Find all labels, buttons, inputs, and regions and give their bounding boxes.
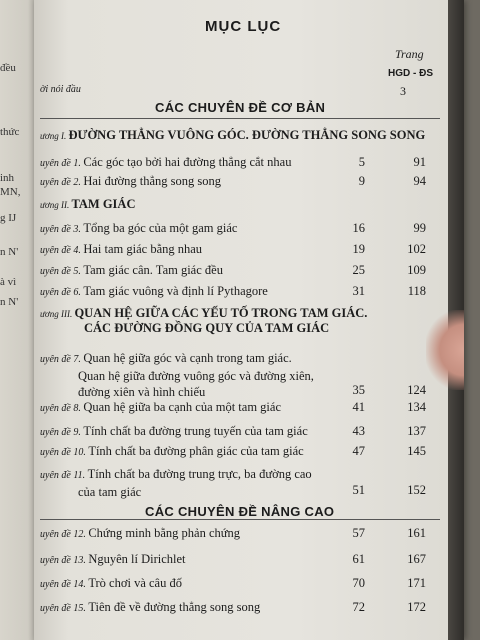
topic-label: uyên đề 7. xyxy=(40,354,84,365)
topic-title-line: đường xiên và hình chiếu xyxy=(78,385,206,399)
topic-label: uyên đề 12. xyxy=(40,529,89,540)
left-page-fragment: g IJ xyxy=(0,212,17,224)
section-heading: CÁC CHUYÊN ĐỀ NÂNG CAO xyxy=(145,504,335,519)
page-number-ds: 134 xyxy=(407,400,426,414)
topic-label: uyên đề 4. xyxy=(40,245,84,256)
toc-entry xyxy=(40,443,440,461)
topic-title-line: Hai đường thẳng song song xyxy=(83,174,222,188)
page-number-hgd: 43 xyxy=(352,424,365,438)
topic-title-line: Các góc tạo bởi hai đường thẳng cắt nhau xyxy=(83,155,292,169)
toc-entry xyxy=(40,350,440,400)
page-number-ds: 161 xyxy=(407,526,426,540)
chapter-prefix: ương III. xyxy=(40,309,75,319)
page-number-hgd: 61 xyxy=(352,552,365,566)
toc-entry xyxy=(40,525,440,543)
page-number-hgd: 70 xyxy=(352,576,365,590)
page-number-ds: 171 xyxy=(407,576,426,590)
page-title: MỤC LỤC xyxy=(205,18,282,35)
topic-label: uyên đề 2. xyxy=(40,177,84,188)
page-number-hgd: 16 xyxy=(352,221,365,235)
page-number-ds: 91 xyxy=(413,155,426,169)
page-number-ds: 102 xyxy=(407,242,426,256)
toc-entry xyxy=(40,262,440,280)
toc-entry xyxy=(40,399,440,417)
page-column-header: Trang xyxy=(395,47,424,61)
page-number-ds: 94 xyxy=(413,174,426,188)
chapter-heading xyxy=(40,306,367,336)
page-number-hgd: 51 xyxy=(352,483,365,497)
topic-label: uyên đề 10. xyxy=(40,447,89,458)
chapter-heading xyxy=(40,128,425,143)
topic-title-line: Tính chất ba đường phân giác của tam giác xyxy=(88,444,304,458)
left-page-fragment: MN, xyxy=(0,186,21,198)
topic-title-line: Tam giác cân. Tam giác đều xyxy=(83,263,223,277)
page-number-hgd: 31 xyxy=(352,284,365,298)
toc-entry xyxy=(40,466,440,500)
topic-title-line: Quan hệ giữa đường vuông góc và đường xiên, xyxy=(78,369,314,383)
left-page-fragment: n N' xyxy=(0,246,19,258)
toc-entry xyxy=(40,599,440,617)
topic-title-line: Tam giác vuông và định lí Pythagore xyxy=(83,284,268,298)
chapter-title-line: CÁC ĐƯỜNG ĐỒNG QUY CỦA TAM GIÁC xyxy=(84,321,330,335)
page-number-ds: 167 xyxy=(407,552,426,566)
topic-label: uyên đề 9. xyxy=(40,427,84,438)
chapter-title-line: TAM GIÁC xyxy=(71,197,136,211)
topic-title-line: Tính chất ba đường trung tuyến của tam giác xyxy=(83,424,308,438)
topic-label: uyên đề 5. xyxy=(40,266,84,277)
left-page-fragment: inh xyxy=(0,172,15,184)
page-column-subheader: HGD - ĐS xyxy=(388,68,433,79)
page-number-ds: 109 xyxy=(407,263,426,277)
topic-label: uyên đề 6. xyxy=(40,287,84,298)
toc-entry xyxy=(40,220,440,238)
section-heading: CÁC CHUYÊN ĐỀ CƠ BẢN xyxy=(155,100,326,115)
page-number-ds: 118 xyxy=(407,284,426,298)
topic-label: uyên đề 3. xyxy=(40,224,84,235)
section-rule xyxy=(40,519,440,520)
chapter-prefix: ương II. xyxy=(40,200,72,210)
page-number-ds: 124 xyxy=(407,383,426,397)
left-page-fragment: thức xyxy=(0,126,20,138)
topic-title-line: Tiên đề về đường thẳng song song xyxy=(88,600,261,614)
left-page-fragment: à vì xyxy=(0,276,17,288)
page-number-hgd: 72 xyxy=(352,600,365,614)
topic-title-line: Nguyên lí Dirichlet xyxy=(88,552,186,566)
page-number-ds: 145 xyxy=(407,444,426,458)
left-page-fragment: đều xyxy=(0,62,16,74)
topic-title-line: Tính chất ba đường trung trực, ba đường cao xyxy=(87,467,312,481)
intro-label: ời nói đầu xyxy=(40,84,81,95)
chapter-prefix: ương I. xyxy=(40,131,69,141)
chapter-title-line: ĐƯỜNG THẲNG VUÔNG GÓC. ĐƯỜNG THẲNG SONG SONG xyxy=(68,128,426,142)
toc-entry xyxy=(40,241,440,259)
topic-title-line: của tam giác xyxy=(78,485,142,499)
chapter-title-line: QUAN HỆ GIỮA CÁC YẾU TỐ TRONG TAM GIÁC. xyxy=(74,306,368,320)
chapter-heading xyxy=(40,197,135,212)
page-number-ds: 99 xyxy=(413,221,426,235)
page-number-ds: 152 xyxy=(407,483,426,497)
page-number-hgd: 47 xyxy=(352,444,365,458)
intro-page: 3 xyxy=(400,84,406,98)
topic-title-line: Quan hệ giữa ba cạnh của một tam giác xyxy=(83,400,281,414)
page-number-ds: 137 xyxy=(407,424,426,438)
page-number-hgd: 19 xyxy=(352,242,365,256)
left-page-fragment: n N' xyxy=(0,296,19,308)
page-number-hgd: 57 xyxy=(352,526,365,540)
topic-label: uyên đề 13. xyxy=(40,555,89,566)
topic-label: uyên đề 14. xyxy=(40,579,89,590)
topic-title-line: Hai tam giác bằng nhau xyxy=(83,242,203,256)
page-number-hgd: 9 xyxy=(358,174,365,188)
toc-entry xyxy=(40,423,440,441)
topic-title-line: Chứng minh bằng phản chứng xyxy=(88,526,241,540)
topic-label: uyên đề 15. xyxy=(40,603,89,614)
topic-title-line: Quan hệ giữa góc và cạnh trong tam giác. xyxy=(83,351,292,365)
topic-title-line: Trò chơi và câu đố xyxy=(88,576,182,590)
section-rule xyxy=(40,118,440,119)
topic-label: uyên đề 1. xyxy=(40,158,84,169)
topic-label: uyên đề 8. xyxy=(40,403,84,414)
toc-entry xyxy=(40,551,440,569)
toc-entry xyxy=(40,173,440,191)
page-number-hgd: 41 xyxy=(352,400,365,414)
toc-entry xyxy=(40,154,440,172)
page-number-hgd: 5 xyxy=(358,155,365,169)
toc-entry xyxy=(40,283,440,301)
page-number-hgd: 25 xyxy=(352,263,365,277)
topic-label: uyên đề 11. xyxy=(40,470,88,481)
toc-entry xyxy=(40,575,440,593)
page-number-ds: 172 xyxy=(407,600,426,614)
page-number-hgd: 35 xyxy=(352,383,365,397)
topic-title-line: Tổng ba góc của một gam giác xyxy=(83,221,238,235)
